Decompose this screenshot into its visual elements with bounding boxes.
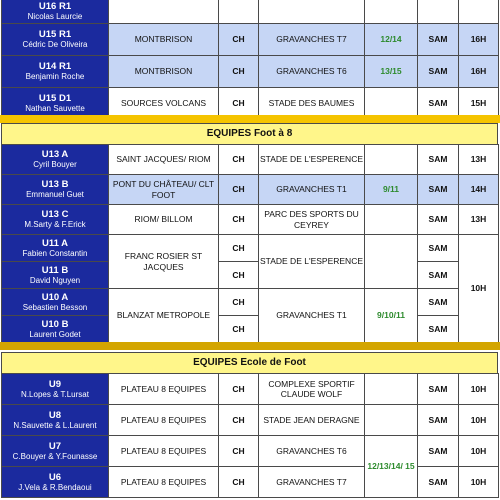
field-cell: GRAVANCHES T7 bbox=[259, 467, 365, 498]
team-coach: David Nguyen bbox=[29, 275, 81, 285]
field-cell: GRAVANCHES T1 bbox=[259, 175, 365, 205]
day-cell: SAM bbox=[418, 467, 459, 498]
hour-cell: 15H bbox=[459, 88, 499, 120]
venue-cell: CH bbox=[219, 405, 259, 436]
day-cell: SAM bbox=[418, 289, 459, 316]
field-cell: GRAVANCHES T6 bbox=[259, 436, 365, 467]
table-row bbox=[2, 262, 499, 289]
team-cell bbox=[2, 205, 109, 235]
day-cell: SAM bbox=[418, 316, 459, 343]
team-coach: Laurent Godet bbox=[29, 329, 81, 339]
team-name: U10 A bbox=[41, 291, 69, 303]
team-coach: J.Vela & R.Bendaoui bbox=[18, 482, 92, 492]
table-row bbox=[2, 289, 499, 316]
team-name: U13 A bbox=[41, 149, 69, 160]
team-cell bbox=[2, 316, 109, 343]
opponent-cell: MONTBRISON bbox=[109, 56, 219, 88]
opponent-cell: SAINT JACQUES/ RIOM bbox=[109, 145, 219, 175]
hour-cell: 16H bbox=[459, 56, 499, 88]
day-cell: SAM bbox=[418, 374, 459, 405]
day-cell: SAM bbox=[418, 205, 459, 235]
venue-cell: CH bbox=[219, 24, 259, 56]
day-cell bbox=[418, 0, 459, 24]
numbers-cell bbox=[365, 0, 418, 24]
team-name: U14 R1 bbox=[38, 61, 72, 72]
team-coach: N.Lopes & T.Lursat bbox=[21, 389, 89, 399]
opponent-cell: PLATEAU 8 EQUIPES bbox=[109, 467, 219, 498]
team-name: U11 A bbox=[41, 237, 69, 249]
venue-cell: CH bbox=[219, 262, 259, 289]
field-cell: STADE DE L'ESPERENCE bbox=[259, 145, 365, 175]
table-row bbox=[2, 405, 499, 436]
team-name: U13 C bbox=[41, 209, 69, 220]
opponent-cell: PLATEAU 8 EQUIPES bbox=[109, 405, 219, 436]
day-cell: SAM bbox=[418, 56, 459, 88]
venue-cell: CH bbox=[219, 374, 259, 405]
numbers-cell bbox=[365, 374, 418, 405]
table-row bbox=[2, 235, 499, 262]
venue-cell bbox=[219, 0, 259, 24]
section-separator-band bbox=[0, 342, 500, 350]
hour-cell: 13H bbox=[459, 205, 499, 235]
venue-cell: CH bbox=[219, 235, 259, 262]
hour-cell: 10H bbox=[459, 235, 499, 343]
table-row bbox=[2, 205, 499, 235]
venue-cell: CH bbox=[219, 205, 259, 235]
day-cell: SAM bbox=[418, 235, 459, 262]
venue-cell: CH bbox=[219, 145, 259, 175]
venue-cell: CH bbox=[219, 436, 259, 467]
day-cell: SAM bbox=[418, 262, 459, 289]
opponent-cell: FRANC ROSIER ST JACQUES bbox=[109, 235, 219, 289]
team-name: U15 D1 bbox=[38, 93, 72, 104]
team-name: U9 bbox=[48, 378, 62, 390]
table-row bbox=[2, 316, 499, 343]
team-coach: Fabien Constantin bbox=[22, 248, 88, 258]
table-row bbox=[2, 24, 499, 56]
field-cell: PARC DES SPORTS DU CEYREY bbox=[259, 205, 365, 235]
team-name: U7 bbox=[48, 440, 62, 452]
field-cell bbox=[259, 0, 365, 24]
numbers-cell: 12/13/14/ 15 bbox=[365, 436, 418, 498]
numbers-cell: 9/10/11 bbox=[365, 289, 418, 343]
opponent-cell bbox=[109, 0, 219, 24]
hour-cell: 10H bbox=[459, 405, 499, 436]
team-cell bbox=[2, 0, 109, 24]
venue-cell: CH bbox=[219, 88, 259, 120]
numbers-cell bbox=[365, 405, 418, 436]
team-cell bbox=[2, 262, 109, 289]
day-cell: SAM bbox=[418, 88, 459, 120]
top-schedule-table bbox=[1, 0, 499, 120]
field-cell: GRAVANCHES T7 bbox=[259, 24, 365, 56]
opponent-cell: RIOM/ BILLOM bbox=[109, 205, 219, 235]
team-coach: Cyril Bouyer bbox=[33, 160, 77, 170]
team-cell bbox=[2, 467, 109, 498]
venue-cell: CH bbox=[219, 467, 259, 498]
numbers-cell bbox=[365, 235, 418, 289]
team-name: U13 B bbox=[41, 179, 69, 190]
hour-cell: 10H bbox=[459, 467, 499, 498]
team-cell bbox=[2, 56, 109, 88]
team-cell bbox=[2, 405, 109, 436]
table-row bbox=[2, 175, 499, 205]
team-coach: Benjamin Roche bbox=[25, 72, 85, 82]
hour-cell: 14H bbox=[459, 175, 499, 205]
team-coach: C.Bouyer & Y.Founasse bbox=[12, 451, 98, 461]
field-cell: GRAVANCHES T6 bbox=[259, 56, 365, 88]
field-cell: STADE JEAN DERAGNE bbox=[259, 405, 365, 436]
venue-cell: CH bbox=[219, 175, 259, 205]
table-row bbox=[2, 145, 499, 175]
hour-cell: 16H bbox=[459, 24, 499, 56]
hour-cell: 13H bbox=[459, 145, 499, 175]
day-cell: SAM bbox=[418, 175, 459, 205]
day-cell: SAM bbox=[418, 405, 459, 436]
team-name: U11 B bbox=[41, 264, 69, 276]
hour-cell bbox=[459, 0, 499, 24]
numbers-cell bbox=[365, 205, 418, 235]
team-coach: Nicolas Laurcie bbox=[27, 12, 83, 22]
field-cell: GRAVANCHES T1 bbox=[259, 289, 365, 343]
team-coach: Cédric De Oliveira bbox=[22, 40, 88, 50]
team-cell bbox=[2, 289, 109, 316]
opponent-cell: MONTBRISON bbox=[109, 24, 219, 56]
ecole-schedule-table bbox=[1, 373, 499, 498]
table-row bbox=[2, 467, 499, 498]
team-name: U15 R1 bbox=[38, 29, 72, 40]
team-coach: N.Sauvette & L.Laurent bbox=[13, 420, 97, 430]
team-coach: Sebastien Besson bbox=[22, 302, 88, 312]
team-cell bbox=[2, 235, 109, 262]
team-cell bbox=[2, 24, 109, 56]
table-row bbox=[2, 436, 499, 467]
team-coach: Emmanuel Guet bbox=[26, 190, 84, 200]
team-name: U6 bbox=[48, 471, 62, 483]
numbers-cell: 12/14 bbox=[365, 24, 418, 56]
field-cell: STADE DE L'ESPERENCE bbox=[259, 235, 365, 289]
team-coach: Nathan Sauvette bbox=[25, 104, 85, 114]
team-cell bbox=[2, 374, 109, 405]
section-title-foot8: EQUIPES Foot à 8 bbox=[1, 123, 498, 145]
venue-cell: CH bbox=[219, 56, 259, 88]
team-cell bbox=[2, 436, 109, 467]
section-title-ecole: EQUIPES Ecole de Foot bbox=[1, 352, 498, 374]
day-cell: SAM bbox=[418, 145, 459, 175]
table-row bbox=[2, 0, 499, 24]
day-cell: SAM bbox=[418, 24, 459, 56]
table-row bbox=[2, 56, 499, 88]
opponent-cell: PLATEAU 8 EQUIPES bbox=[109, 436, 219, 467]
venue-cell: CH bbox=[219, 289, 259, 316]
numbers-cell bbox=[365, 145, 418, 175]
day-cell: SAM bbox=[418, 436, 459, 467]
foot8-schedule-table bbox=[1, 144, 499, 343]
opponent-cell: PONT DU CHÂTEAU/ CLT FOOT bbox=[109, 175, 219, 205]
field-cell: STADE DES BAUMES bbox=[259, 88, 365, 120]
opponent-cell: BLANZAT METROPOLE bbox=[109, 289, 219, 343]
opponent-cell: SOURCES VOLCANS bbox=[109, 88, 219, 120]
team-cell bbox=[2, 175, 109, 205]
numbers-cell: 9/11 bbox=[365, 175, 418, 205]
team-name: U16 R1 bbox=[38, 1, 72, 12]
opponent-cell: PLATEAU 8 EQUIPES bbox=[109, 374, 219, 405]
hour-cell: 10H bbox=[459, 436, 499, 467]
table-row bbox=[2, 374, 499, 405]
field-cell: COMPLEXE SPORTIF CLAUDE WOLF bbox=[259, 374, 365, 405]
venue-cell: CH bbox=[219, 316, 259, 343]
hour-cell: 10H bbox=[459, 374, 499, 405]
section-separator-band bbox=[0, 115, 500, 123]
team-name: U10 B bbox=[41, 318, 69, 330]
team-coach: M.Sarty & F.Erick bbox=[24, 220, 86, 230]
team-cell bbox=[2, 145, 109, 175]
team-name: U8 bbox=[48, 409, 62, 421]
numbers-cell: 13/15 bbox=[365, 56, 418, 88]
